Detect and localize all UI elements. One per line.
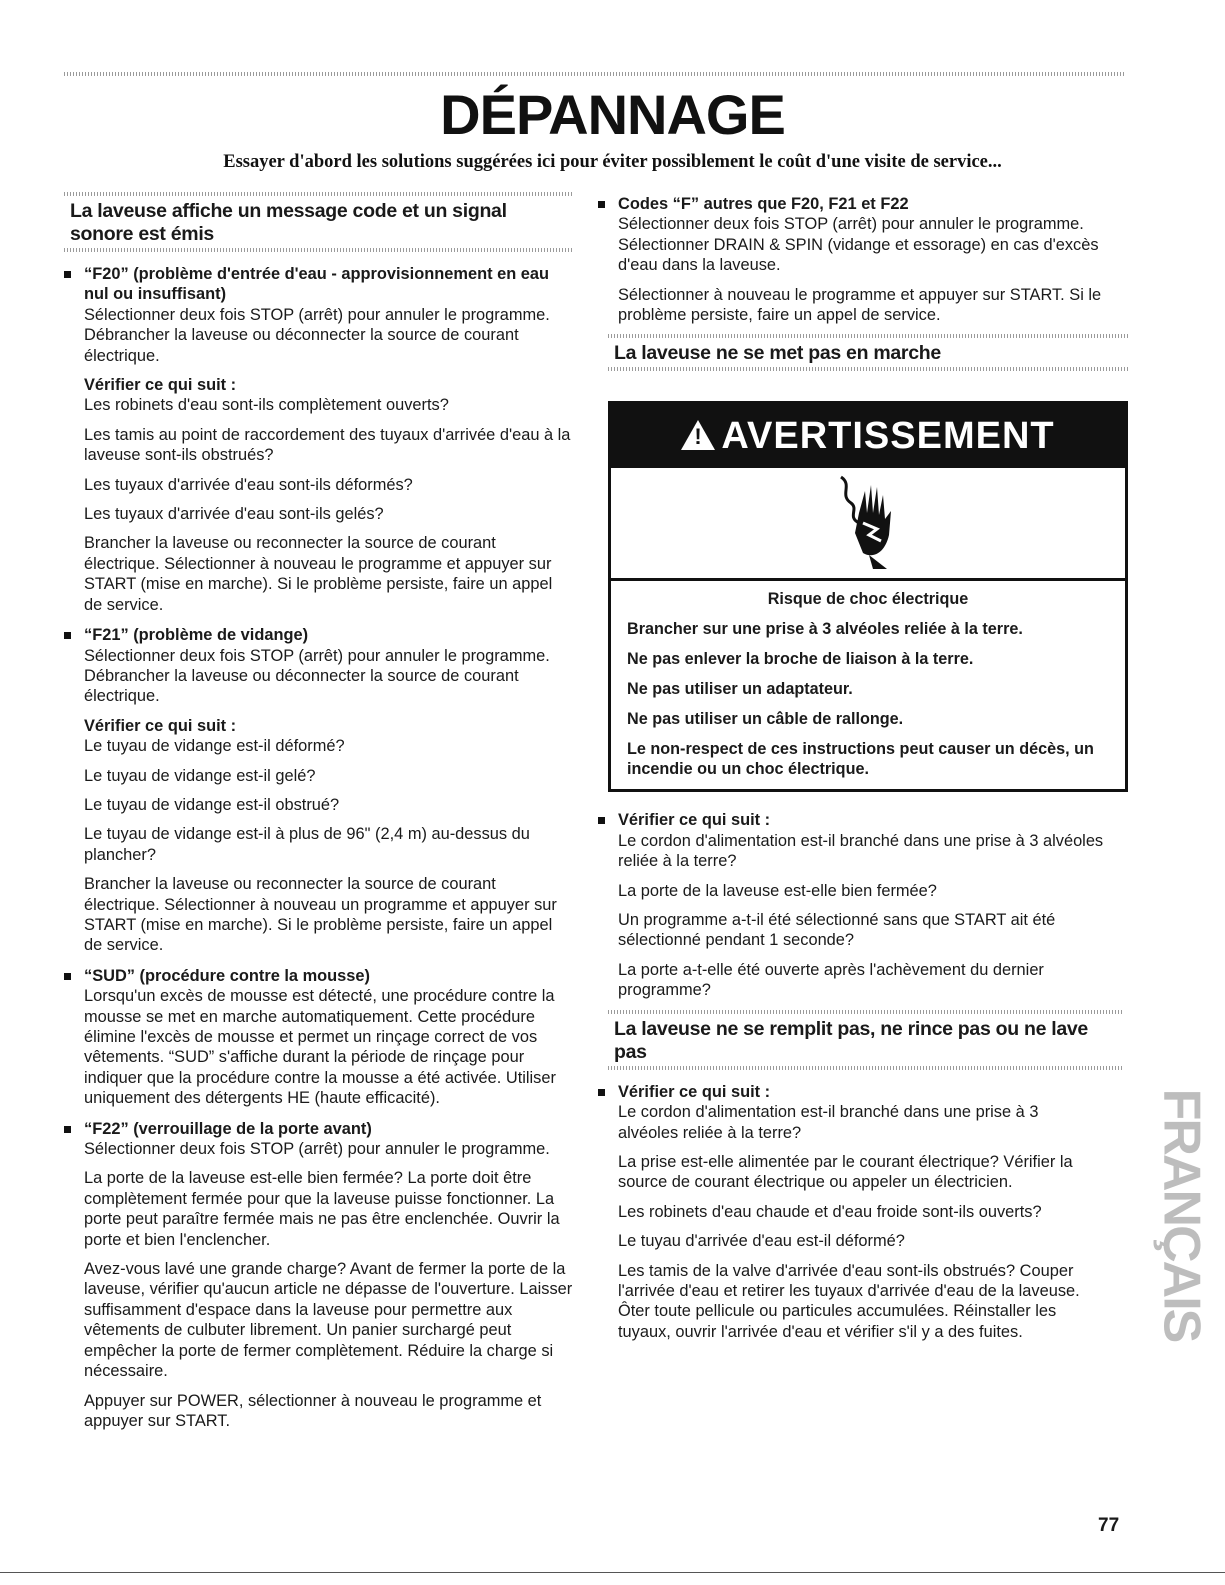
item-paragraph: Appuyer sur POWER, sélectionner à nouveau le programme et appuyer sur START. (84, 1391, 542, 1430)
warning-box (608, 401, 1128, 792)
bullet-icon (64, 973, 71, 980)
bullet-icon (598, 1089, 605, 1096)
item-f20 (64, 264, 574, 615)
item-paragraph: Sélectionner à nouveau le programme et appuyer sur START. Si le problème persiste, faire un appel de service. (618, 285, 1102, 325)
language-side-tab (1150, 1070, 1212, 1360)
item-head: “SUD” (procédure contre la mousse) (84, 966, 370, 985)
warning-line: Le non-respect de ces instructions peut causer un décès, un incendie ou un choc électrique. (627, 740, 1094, 779)
item-lead: Sélectionner deux fois STOP (arrêt) pour annuler le programme. Débrancher la laveuse ou déconnecter la source de courant électrique. (84, 305, 550, 365)
item-head: “F22” (verrouillage de la porte avant) (84, 1119, 372, 1138)
item-f21 (64, 625, 574, 956)
check-line: Les tuyaux d'arrivée d'eau sont-ils déformés? (84, 475, 413, 494)
item-lead: Sélectionner deux fois STOP (arrêt) pour annuler le programme. (84, 1140, 550, 1159)
bullet-icon (598, 817, 605, 824)
item-head: “F21” (problème de vidange) (84, 626, 309, 645)
check-line: Le tuyau de vidange est-il à plus de 96" (2,4 m) au-dessus du plancher? (84, 825, 530, 864)
shock-hazard-area (611, 468, 1125, 581)
bullet-icon (598, 201, 605, 208)
item-sud (64, 966, 574, 1109)
check-line: Brancher la laveuse ou reconnecter la source de courant électrique. Sélectionner à nouveau le programme et appuyer sur START (mise en marche). Si le problème persiste, faire un appel de service. (84, 534, 553, 614)
bottom-rule (0, 1572, 1225, 1573)
item-head: “F20” (problème d'entrée d'eau - approvisionnement en eau nul ou insuffisant) (84, 265, 550, 304)
check-line: Le tuyau de vidange est-il gelé? (84, 766, 316, 785)
check-line: Le cordon d'alimentation est-il branché dans une prise à 3 alvéoles reliée à la terre? (618, 1103, 1039, 1142)
right-column (598, 192, 1128, 1351)
bullet-icon (64, 632, 71, 639)
section-title-no-start: La laveuse ne se met pas en marche (608, 334, 1128, 371)
left-column (64, 192, 574, 1440)
bullet-icon (64, 1126, 71, 1133)
warning-line: Ne pas enlever la broche de liaison à la terre. (627, 650, 974, 669)
check-line: Les tamis de la valve d'arrivée d'eau sont-ils obstrués? Couper l'arrivée d'eau et retirer les tuyaux d'arrivée d'eau de la laveuse. Ôter toute pellicule ou particules accumulées. Réinstaller les tuyaux, ouvrir l'arrivée d'eau et vérifier s'il y a des fuites. (618, 1261, 1080, 1341)
check-line: Les robinets d'eau chaude et d'eau froide sont-ils ouverts? (618, 1202, 1042, 1221)
side-tab-label: FRANÇAIS (1152, 1088, 1211, 1342)
item-lead: Lorsqu'un excès de mousse est détecté, une procédure contre la mousse se met en marche automatiquement. Cette procédure élimine l'excès de mousse et permet un rinçage correct de vos vêtements. “SUD” s'affiche durant la période de rinçage pour indiquer que la procédure contre la mousse a été activée. Utiliser uniquement des détergents HE (haute efficacité). (84, 987, 556, 1108)
check-head: Vérifier ce qui suit : (84, 716, 237, 735)
check-line: Le cordon d'alimentation est-il branché dans une prise à 3 alvéoles reliée à la terre? (618, 831, 1104, 871)
warning-risk: Risque de choc électrique (767, 590, 969, 609)
check-line: Le tuyau de vidange est-il obstrué? (84, 795, 340, 814)
warning-triangle-icon: ! (681, 420, 715, 450)
check-line: Le tuyau de vidange est-il déformé? (84, 737, 345, 756)
item-paragraph: La porte de la laveuse est-elle bien fermée? La porte doit être complètement fermée pour que la laveuse puisse fonctionner. La porte peut paraître fermée mais ne pas être enclenchée. Ouvrir la porte et bien l'enclencher. (84, 1169, 560, 1249)
check-line: Les tamis au point de raccordement des tuyaux d'arrivée d'eau à la laveuse sont-ils obstrués? (84, 425, 571, 465)
warning-line: Ne pas utiliser un adaptateur. (627, 680, 853, 699)
section-title-no-fill: La laveuse ne se remplit pas, ne rince pas ou ne lave pas (608, 1010, 1122, 1070)
item-lead: Sélectionner deux fois STOP (arrêt) pour annuler le programme. Débrancher la laveuse ou déconnecter la source de courant électrique. (84, 646, 550, 706)
section-title-code-message: La laveuse affiche un message code et un signal sonore est émis (64, 192, 574, 252)
intro-text: Essayer d'abord les solutions suggérées ici pour éviter possiblement le coût d'une visite de service... (223, 152, 1002, 172)
item-lead: Sélectionner deux fois STOP (arrêt) pour annuler le programme. Sélectionner DRAIN & SPIN (vidange et essorage) en cas d'excès d'eau dans la laveuse. (618, 215, 1099, 275)
check-head: Vérifier ce qui suit : (618, 811, 771, 830)
page-title: DÉPANNAGE (440, 83, 785, 146)
top-rule (64, 72, 1125, 76)
bullet-icon (64, 271, 71, 278)
check-line: La porte a-t-elle été ouverte après l'achèvement du dernier programme? (618, 960, 1044, 1000)
item-start-check (598, 810, 1128, 1000)
check-line: Le tuyau d'arrivée d'eau est-il déformé? (618, 1232, 905, 1251)
check-line: La prise est-elle alimentée par le courant électrique? Vérifier la source de courant électrique ou appeler un électricien. (618, 1152, 1073, 1192)
warning-line: Ne pas utiliser un câble de rallonge. (627, 710, 904, 729)
check-head: Vérifier ce qui suit : (84, 376, 237, 395)
page-number: 77 (1098, 1515, 1120, 1536)
check-line: Les tuyaux d'arrivée d'eau sont-ils gelés? (84, 505, 384, 524)
item-head: Codes “F” autres que F20, F21 et F22 (618, 195, 909, 213)
warning-line: Brancher sur une prise à 3 alvéoles reliée à la terre. (627, 620, 1023, 639)
item-f-codes (598, 194, 1128, 325)
check-line: Brancher la laveuse ou reconnecter la source de courant électrique. Sélectionner à nouveau un programme et appuyer sur START (mise en marche). Si le problème persiste, faire un appel de service. (84, 875, 557, 955)
warning-body (611, 581, 1125, 789)
item-fill-check (598, 1082, 1098, 1342)
warning-title: AVERTISSEMENT (721, 415, 1055, 458)
check-line: Un programme a-t-il été sélectionné sans que START ait été sélectionné pendant 1 seconde? (618, 911, 1056, 950)
electric-shock-icon (833, 473, 903, 573)
item-paragraph: Avez-vous lavé une grande charge? Avant de fermer la porte de la laveuse, vérifier qu'aucun article ne dépasse de l'ouverture. Laisser suffisamment d'espace dans la laveuse pour permettre aux vêtements de culbuter librement. Un panier surchargé peut empêcher la porte de fermer complètement. Réduire la charge si nécessaire. (84, 1260, 573, 1381)
check-line: Les robinets d'eau sont-ils complètement ouverts? (84, 396, 449, 415)
item-f22 (64, 1119, 574, 1432)
warning-header (611, 404, 1125, 468)
check-line: La porte de la laveuse est-elle bien fermée? (618, 881, 937, 900)
check-head: Vérifier ce qui suit : (618, 1082, 771, 1101)
